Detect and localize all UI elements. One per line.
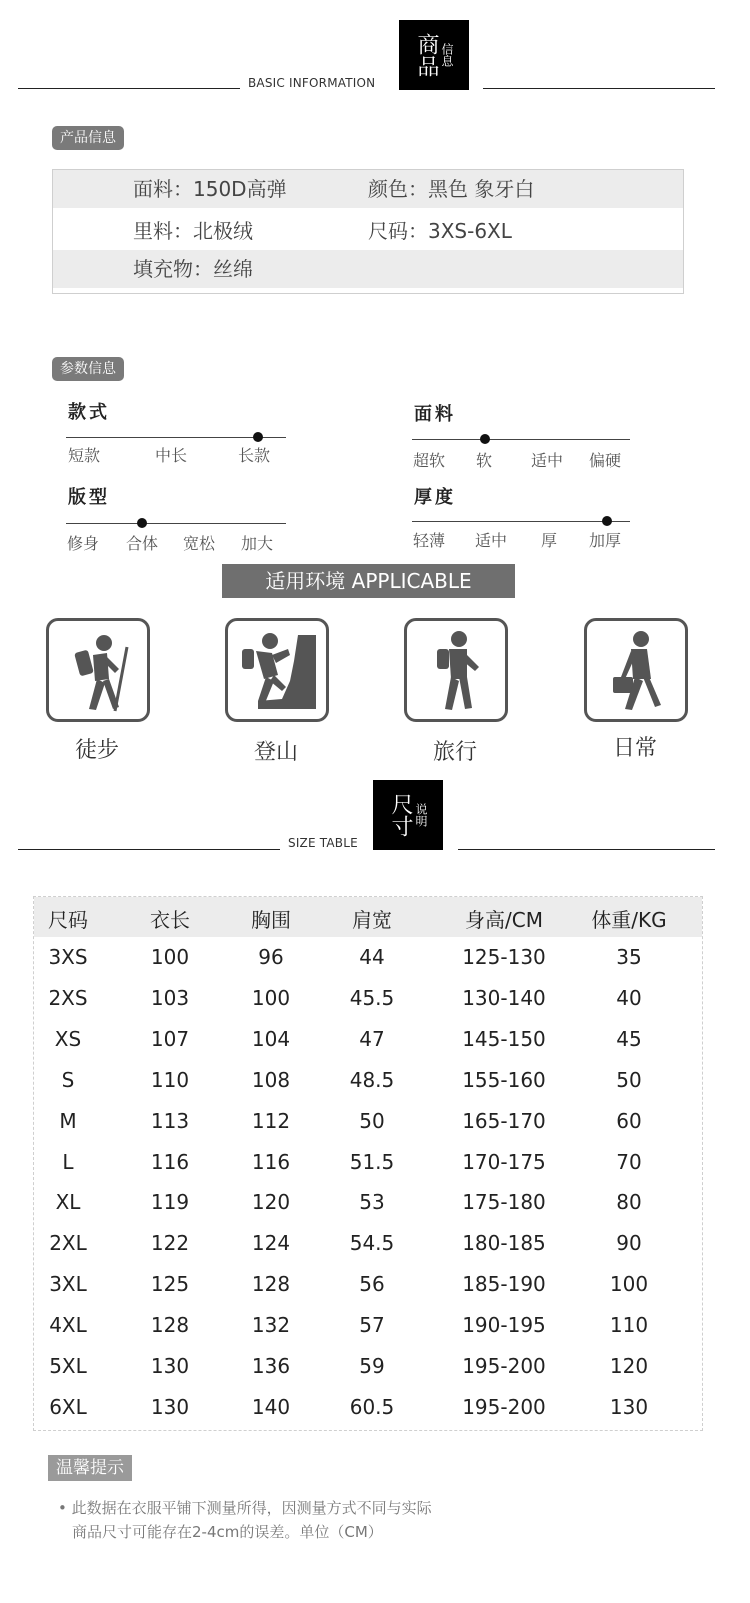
size-table-column-header: 胸围 (251, 908, 291, 932)
size-table-cell: 119 (150, 1190, 190, 1215)
fit-scale-title: 版型 (68, 487, 110, 508)
size-table-cell: 195-200 (462, 1394, 546, 1419)
size-table-cell: 120 (609, 1354, 649, 1378)
hiking-icon (46, 618, 150, 722)
daily-label: 日常 (612, 736, 657, 761)
size-table-cell: 3XS (48, 945, 88, 969)
climbing-label: 登山 (253, 740, 298, 765)
size-table-cell: 5XL (49, 1354, 87, 1378)
size-table-cell: 175-180 (462, 1190, 546, 1215)
filling-value: 填充物：丝绵 (133, 257, 253, 281)
size-table-column-header: 体重/KG (591, 908, 667, 932)
size-table-cell: 80 (616, 1190, 642, 1215)
size-table-cell: 40 (616, 985, 642, 1010)
size-table-cell: 104 (251, 1026, 291, 1051)
size-table-cell: XL (55, 1190, 81, 1215)
size-range-value: 尺码：3XS-6XL (368, 219, 512, 243)
size-table-cell: 59 (359, 1354, 385, 1378)
fabric-scale-label: 超软 (413, 451, 446, 470)
fabric-scale-label: 软 (476, 451, 493, 470)
size-table-cell: 130-140 (462, 985, 546, 1010)
size-table-cell: 103 (150, 985, 190, 1010)
size-table-cell: 113 (150, 1108, 190, 1133)
size-table-cell: 90 (616, 1231, 642, 1256)
size-table-cell: 2XS (48, 985, 88, 1010)
size-table-cell: 4XL (49, 1313, 87, 1338)
size-table-cell: 110 (150, 1067, 190, 1092)
header-divider-right (483, 88, 715, 89)
size-table-cell: 48.5 (349, 1067, 395, 1092)
fabric-scale-label: 适中 (531, 451, 564, 470)
hiking-label: 徒步 (74, 738, 119, 763)
size-table-cell: 185-190 (462, 1272, 546, 1297)
thickness-scale-label: 厚 (541, 531, 558, 550)
style-scale-label: 长款 (238, 446, 271, 465)
size-table-cell: 53 (359, 1190, 385, 1215)
size-table-cell: 60.5 (349, 1394, 395, 1419)
size-table (33, 896, 703, 1431)
size-table-cell: 120 (251, 1190, 291, 1215)
thickness-scale-label: 加厚 (589, 531, 622, 550)
size-table-cell: 47 (359, 1026, 385, 1051)
size-table-column-header: 肩宽 (352, 908, 392, 932)
thickness-scale-marker (602, 516, 612, 526)
size-title: 尺寸 (388, 793, 413, 837)
size-table-cell: 145-150 (462, 1026, 546, 1051)
size-table-cell: 112 (251, 1108, 291, 1133)
size-table-cell: 100 (609, 1272, 649, 1297)
applicable-title-bar: 适用环境 APPLICABLE (222, 564, 515, 598)
size-table-cell: 100 (251, 985, 291, 1010)
size-table-cell: 3XL (49, 1272, 87, 1297)
size-table-cell: 195-200 (462, 1354, 546, 1378)
size-table-cell: 130 (609, 1394, 649, 1419)
color-value: 颜色：黑色 象牙白 (368, 177, 535, 201)
style-scale-label: 短款 (68, 446, 101, 465)
thickness-scale-title: 厚度 (414, 487, 456, 508)
size-table-cell: 116 (150, 1149, 190, 1174)
size-table-cell: 35 (616, 945, 642, 969)
size-title-small: 说明 (414, 803, 428, 827)
size-table-column-header: 身高/CM (465, 908, 543, 932)
size-table-cell: 116 (251, 1149, 291, 1174)
fabric-scale-title: 面料 (414, 404, 456, 425)
product-info-tag: 产品信息 (52, 126, 124, 150)
size-table-cell: 6XL (49, 1394, 87, 1419)
daily-walk-icon (584, 618, 688, 722)
header-divider-left (18, 88, 240, 89)
size-table-cell: 2XL (49, 1231, 87, 1256)
style-scale-title: 款式 (68, 402, 110, 423)
basic-info-title: 商品 (414, 33, 439, 77)
size-table-cell: 50 (359, 1108, 385, 1133)
size-table-cell: 122 (150, 1231, 190, 1256)
info-row (53, 170, 683, 208)
size-table-cell: 165-170 (462, 1108, 546, 1133)
size-table-cell: 124 (251, 1231, 291, 1256)
size-table-cell: 54.5 (349, 1231, 395, 1256)
size-table-cell: 107 (150, 1026, 190, 1051)
product-info-box (52, 169, 684, 294)
thickness-scale-label: 轻薄 (413, 531, 446, 550)
size-table-cell: 45.5 (349, 985, 395, 1010)
size-table-cell: 190-195 (462, 1313, 546, 1338)
fabric-value: 面料：150D高弹 (133, 177, 287, 201)
fabric-scale-line (412, 439, 630, 440)
basic-info-title-box (399, 20, 469, 90)
tips-tag: 温馨提示 (48, 1455, 132, 1481)
size-table-cell: L (62, 1149, 74, 1174)
style-scale-label: 中长 (155, 446, 188, 465)
size-table-cell: 170-175 (462, 1149, 546, 1174)
size-table-cell: 128 (251, 1272, 291, 1297)
size-table-cell: 180-185 (462, 1231, 546, 1256)
size-table-cell: 60 (616, 1108, 642, 1133)
size-table-cell: 125-130 (462, 945, 546, 969)
size-table-cell: 44 (359, 945, 385, 969)
fit-scale-label: 宽松 (183, 534, 216, 553)
size-table-cell: 56 (359, 1272, 385, 1297)
size-table-subtitle: SIZE TABLE (288, 836, 358, 850)
size-table-cell: 96 (258, 945, 284, 969)
fabric-scale-marker (480, 434, 490, 444)
size-table-cell: 140 (251, 1394, 291, 1419)
style-scale-marker (253, 432, 263, 442)
size-table-cell: S (61, 1067, 75, 1092)
size-table-cell: 51.5 (349, 1149, 395, 1174)
size-table-cell: 70 (616, 1149, 642, 1174)
fit-scale-label: 加大 (241, 534, 274, 553)
size-table-cell: 45 (616, 1026, 642, 1051)
size-table-cell: 100 (150, 945, 190, 969)
size-table-cell: XS (54, 1026, 82, 1051)
basic-info-subtitle: BASIC INFORMATION (248, 76, 376, 90)
climbing-icon (225, 618, 329, 722)
size-divider-left (18, 849, 280, 850)
size-table-cell: 155-160 (462, 1067, 546, 1092)
size-table-column-header: 尺码 (48, 908, 88, 932)
size-table-cell: 130 (150, 1354, 190, 1378)
travel-icon (404, 618, 508, 722)
basic-info-title-small: 信息 (440, 43, 454, 67)
fabric-scale-label: 偏硬 (589, 451, 622, 470)
size-divider-right (458, 849, 715, 850)
fit-scale-marker (137, 518, 147, 528)
size-table-cell: 110 (609, 1313, 649, 1338)
info-row (53, 212, 683, 250)
size-table-cell: 57 (359, 1313, 385, 1338)
thickness-scale-line (412, 521, 630, 522)
size-table-cell: M (59, 1108, 77, 1133)
tips-line-1: • 此数据在衣服平铺下测量所得，因测量方式不同与实际 (58, 1499, 432, 1517)
fit-scale-label: 合体 (126, 534, 159, 553)
size-table-cell: 50 (616, 1067, 642, 1092)
size-title-box (373, 780, 443, 850)
fit-scale-line (66, 523, 286, 524)
params-tag: 参数信息 (52, 357, 124, 381)
lining-value: 里料：北极绒 (133, 219, 253, 243)
size-table-cell: 108 (251, 1067, 291, 1092)
size-table-cell: 125 (150, 1272, 190, 1297)
info-row (53, 250, 683, 288)
size-table-cell: 130 (150, 1394, 190, 1419)
size-table-cell: 128 (150, 1313, 190, 1338)
size-table-cell: 136 (251, 1354, 291, 1378)
size-table-cell: 132 (251, 1313, 291, 1338)
thickness-scale-label: 适中 (475, 531, 508, 550)
travel-label: 旅行 (432, 740, 477, 765)
size-table-column-header: 衣长 (150, 908, 190, 932)
fit-scale-label: 修身 (67, 534, 100, 553)
tips-line-2: 商品尺寸可能存在2-4cm的误差。单位（CM） (72, 1523, 383, 1541)
